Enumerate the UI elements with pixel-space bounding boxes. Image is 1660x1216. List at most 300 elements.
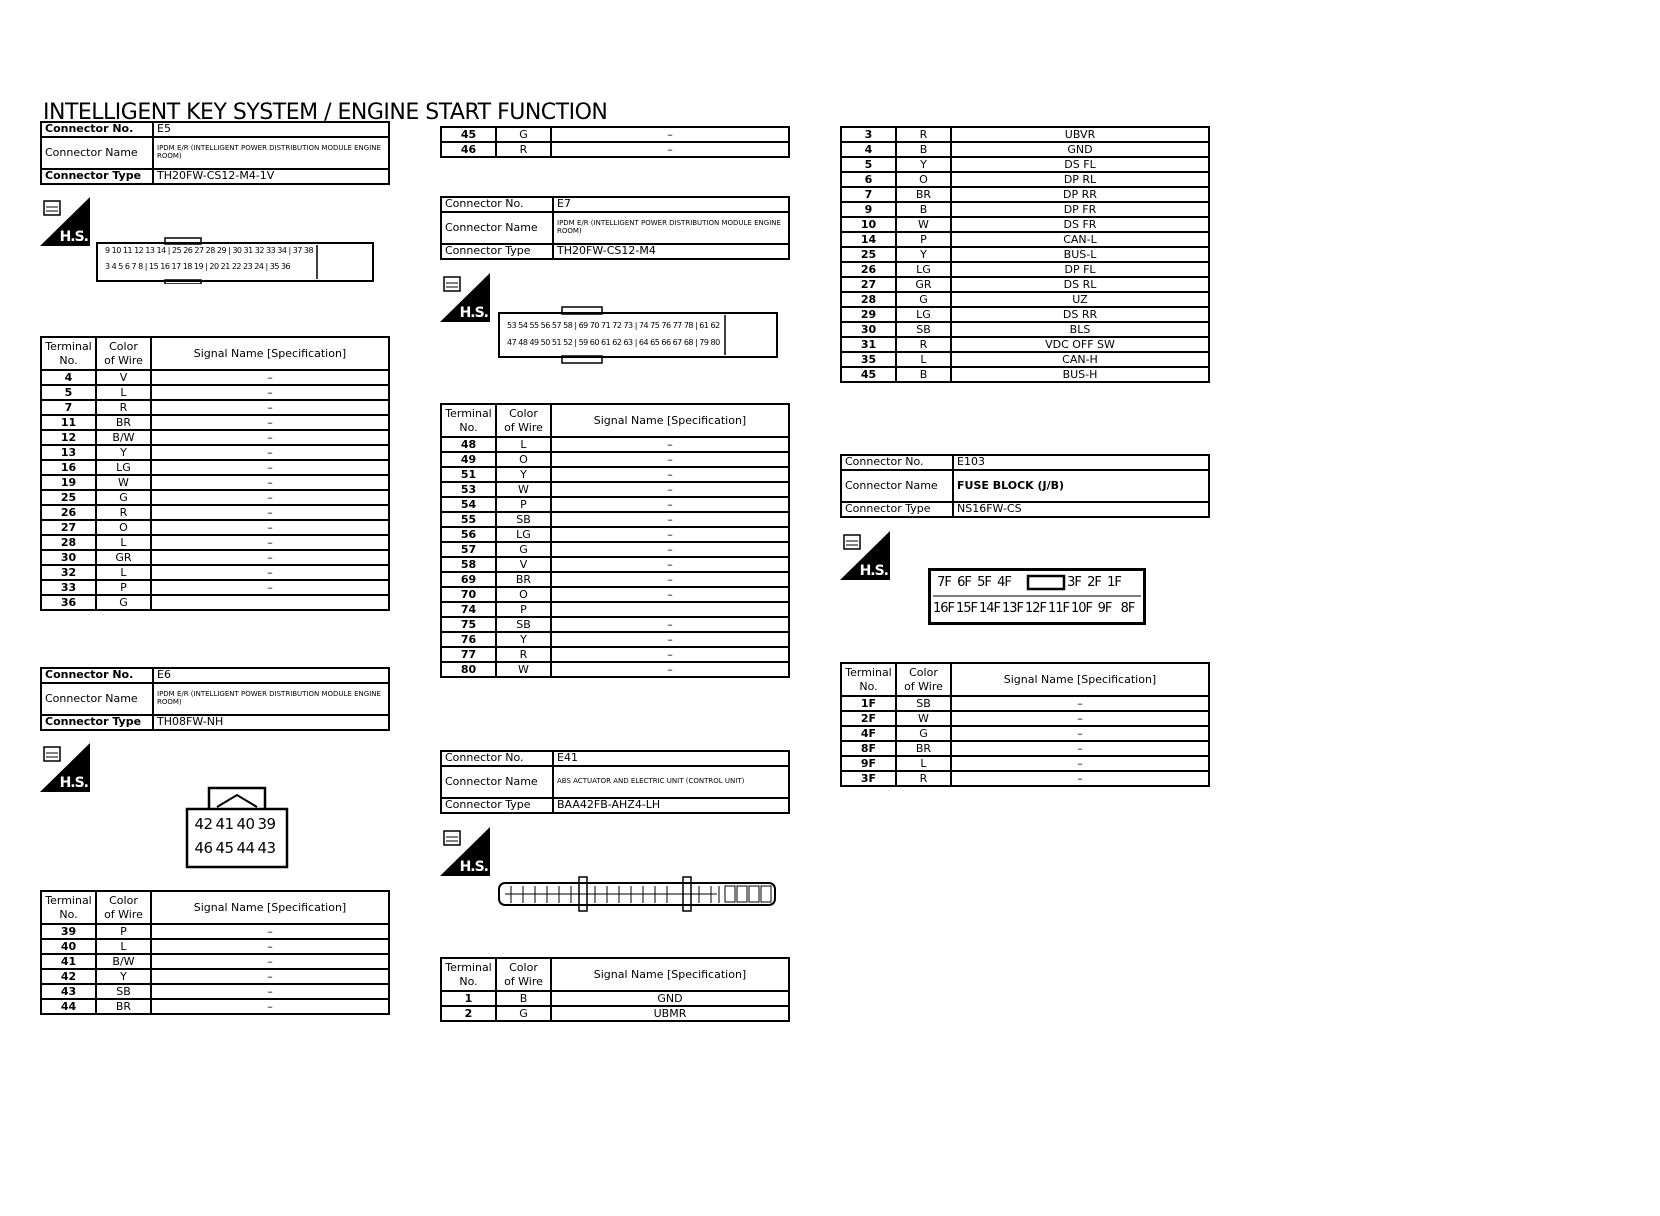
wire-color-cell: O [96, 520, 151, 535]
signal-name-cell: – [151, 924, 389, 939]
signal-name-cell: DS FL [951, 157, 1209, 172]
wire-color-cell: P [496, 602, 551, 617]
e6-connector-type: TH08FW-NH [153, 715, 389, 730]
terminal-no-cell: 26 [841, 262, 896, 277]
table-row [841, 127, 1209, 142]
harness-side-icon: H.S. [440, 827, 490, 876]
color-header: Color of Wire [496, 404, 551, 437]
table-row [441, 602, 789, 617]
signal-name-cell: – [551, 557, 789, 572]
signal-name-cell: – [151, 385, 389, 400]
table-row [441, 467, 789, 482]
signal-header: Signal Name [Specification] [951, 663, 1209, 696]
wire-color-cell: W [496, 482, 551, 497]
table-row [41, 984, 389, 999]
terminal-no-cell: 27 [841, 277, 896, 292]
table-row [41, 999, 389, 1014]
e5-connector-face [95, 237, 375, 284]
terminal-no-cell: 33 [41, 580, 96, 595]
wire-color-cell: W [896, 217, 951, 232]
table-row [841, 367, 1209, 382]
wire-color-cell: B [896, 367, 951, 382]
table-row [841, 262, 1209, 277]
table-row [441, 587, 789, 602]
table-row [841, 711, 1209, 726]
signal-name-cell: BUS-L [951, 247, 1209, 262]
signal-name-cell: – [551, 662, 789, 677]
table-row [441, 632, 789, 647]
e5-pin-row-bottom: 3 4 5 6 7 8 | 15 16 17 18 19 | 20 21 22 23 24 | 35 36 [105, 262, 291, 271]
terminal-no-cell: 5 [41, 385, 96, 400]
signal-name-cell: – [551, 127, 789, 142]
e7-info-table [440, 196, 790, 260]
signal-name-cell: DP FR [951, 202, 1209, 217]
terminal-no-cell: 51 [441, 467, 496, 482]
signal-name-cell: – [151, 999, 389, 1014]
table-row [841, 352, 1209, 367]
terminal-no-cell: 11 [41, 415, 96, 430]
terminal-no-cell: 31 [841, 337, 896, 352]
table-row [441, 527, 789, 542]
table-row [841, 172, 1209, 187]
e41-connector-no: E41 [553, 751, 789, 766]
color-header: Color of Wire [496, 958, 551, 991]
signal-name-cell: – [951, 756, 1209, 771]
wire-color-cell: W [96, 475, 151, 490]
wire-color-cell: O [496, 587, 551, 602]
signal-name-cell: – [951, 741, 1209, 756]
table-row [41, 550, 389, 565]
table-row [841, 322, 1209, 337]
terminal-no-cell: 45 [841, 367, 896, 382]
table-row [41, 954, 389, 969]
table-row [441, 127, 789, 142]
signal-name-cell: – [951, 711, 1209, 726]
table-row [841, 232, 1209, 247]
wire-color-cell: SB [96, 984, 151, 999]
signal-name-cell: CAN-L [951, 232, 1209, 247]
terminal-no-cell: 57 [441, 542, 496, 557]
wire-color-cell: P [496, 497, 551, 512]
signal-name-cell [551, 602, 789, 617]
wire-color-cell: BR [96, 415, 151, 430]
terminal-no-cell: 28 [41, 535, 96, 550]
signal-name-cell: DS FR [951, 217, 1209, 232]
wire-color-cell: G [496, 1006, 551, 1021]
terminal-no-cell: 39 [41, 924, 96, 939]
wire-color-cell: LG [896, 262, 951, 277]
wire-color-cell: G [496, 127, 551, 142]
table-row [41, 460, 389, 475]
wire-color-cell: O [496, 452, 551, 467]
signal-name-cell: UBMR [551, 1006, 789, 1021]
signal-name-cell: – [551, 512, 789, 527]
table-row [41, 595, 389, 610]
signal-name-cell: – [551, 542, 789, 557]
signal-name-cell: – [151, 505, 389, 520]
wire-color-cell: BR [896, 741, 951, 756]
signal-name-cell: GND [551, 991, 789, 1006]
terminal-no-cell: 54 [441, 497, 496, 512]
signal-name-cell: DS RR [951, 307, 1209, 322]
signal-name-cell: – [551, 482, 789, 497]
table-row [441, 662, 789, 677]
terminal-no-cell: 77 [441, 647, 496, 662]
signal-name-cell: – [151, 984, 389, 999]
table-row [41, 969, 389, 984]
e103-pin-row-top: 7F 6F 5F 4F 3F 2F 1F [937, 575, 1121, 590]
label-connector-type: Connector Type [41, 715, 153, 730]
terminal-no-cell: 16 [41, 460, 96, 475]
signal-name-cell: – [151, 430, 389, 445]
wire-color-cell: R [96, 505, 151, 520]
wire-color-cell: Y [896, 157, 951, 172]
table-row [841, 741, 1209, 756]
e6-connector-no: E6 [153, 668, 389, 683]
wire-color-cell: SB [496, 512, 551, 527]
terminal-no-cell: 44 [41, 999, 96, 1014]
e103-info-table [840, 454, 1210, 518]
wire-color-cell: B/W [96, 430, 151, 445]
terminal-no-cell: 42 [41, 969, 96, 984]
signal-header: Signal Name [Specification] [551, 404, 789, 437]
wire-color-cell: BR [96, 999, 151, 1014]
signal-name-cell: DS RL [951, 277, 1209, 292]
wire-color-cell: G [96, 595, 151, 610]
wire-color-cell: R [96, 400, 151, 415]
signal-name-cell: – [151, 535, 389, 550]
wire-color-cell: R [496, 647, 551, 662]
wire-color-cell: R [896, 337, 951, 352]
terminal-no-cell: 46 [441, 142, 496, 157]
harness-side-icon: H.S. [840, 531, 890, 580]
e103-connector-type: NS16FW-CS [953, 502, 1209, 517]
table-row [841, 292, 1209, 307]
signal-name-cell: – [551, 617, 789, 632]
table-row [441, 542, 789, 557]
table-row [41, 400, 389, 415]
e41-connector-name: ABS ACTUATOR AND ELECTRIC UNIT (CONTROL UNIT) [553, 766, 789, 798]
wire-color-cell: LG [496, 527, 551, 542]
table-row [41, 475, 389, 490]
e6-info-table [40, 667, 390, 731]
color-header: Color of Wire [896, 663, 951, 696]
table-row [41, 520, 389, 535]
terminal-no-cell: 7 [41, 400, 96, 415]
terminal-no-cell: 70 [441, 587, 496, 602]
signal-name-cell: UZ [951, 292, 1209, 307]
wire-color-cell: O [896, 172, 951, 187]
terminal-no-cell: 25 [41, 490, 96, 505]
e5-info-table [40, 121, 390, 185]
wire-color-cell: GR [896, 277, 951, 292]
terminal-no-cell: 8F [841, 741, 896, 756]
terminal-no-cell: 29 [841, 307, 896, 322]
table-row [441, 647, 789, 662]
wire-color-cell: B [896, 142, 951, 157]
terminal-no-cell: 26 [41, 505, 96, 520]
wire-color-cell: L [96, 385, 151, 400]
wire-color-cell: SB [896, 696, 951, 711]
e103-connector-face [928, 568, 1146, 625]
wire-color-cell: GR [96, 550, 151, 565]
signal-name-cell: – [551, 497, 789, 512]
signal-name-cell: VDC OFF SW [951, 337, 1209, 352]
wire-color-cell: BR [496, 572, 551, 587]
wire-color-cell: SB [496, 617, 551, 632]
wire-color-cell: B [496, 991, 551, 1006]
signal-name-cell: – [151, 490, 389, 505]
label-connector-name: Connector Name [441, 212, 553, 244]
wire-color-cell: Y [96, 445, 151, 460]
signal-name-cell: – [551, 467, 789, 482]
terminal-header: Terminal No. [41, 891, 96, 924]
terminal-no-cell: 4F [841, 726, 896, 741]
table-row [41, 924, 389, 939]
table-row [841, 142, 1209, 157]
table-row [841, 187, 1209, 202]
signal-name-cell: – [151, 580, 389, 595]
terminal-no-cell: 56 [441, 527, 496, 542]
wire-color-cell: P [896, 232, 951, 247]
table-row [441, 557, 789, 572]
terminal-no-cell: 45 [441, 127, 496, 142]
table-row [841, 157, 1209, 172]
e7-connector-face [497, 305, 779, 364]
table-row [41, 385, 389, 400]
terminal-no-cell: 80 [441, 662, 496, 677]
signal-name-cell: – [551, 572, 789, 587]
terminal-no-cell: 9F [841, 756, 896, 771]
signal-name-cell: – [151, 954, 389, 969]
e5-connector-name: IPDM E/R (INTELLIGENT POWER DISTRIBUTION MODULE ENGINE ROOM) [153, 137, 389, 169]
terminal-no-cell: 75 [441, 617, 496, 632]
table-row [41, 505, 389, 520]
e6-connector-face [185, 785, 289, 869]
signal-name-cell: BUS-H [951, 367, 1209, 382]
wire-color-cell: V [496, 557, 551, 572]
signal-header: Signal Name [Specification] [151, 891, 389, 924]
terminal-no-cell: 7 [841, 187, 896, 202]
e6-pin-row-bottom: 46 45 44 43 [194, 839, 276, 857]
signal-name-cell: – [151, 460, 389, 475]
signal-header: Signal Name [Specification] [551, 958, 789, 991]
wire-color-cell: B [896, 202, 951, 217]
table-row [41, 565, 389, 580]
label-connector-type: Connector Type [441, 244, 553, 259]
wire-color-cell: V [96, 370, 151, 385]
signal-name-cell: – [551, 587, 789, 602]
terminal-no-cell: 74 [441, 602, 496, 617]
table-row [841, 307, 1209, 322]
e5-terminal-table [40, 336, 390, 611]
signal-name-cell: – [551, 452, 789, 467]
signal-name-cell: – [151, 415, 389, 430]
e103-connector-no: E103 [953, 455, 1209, 470]
terminal-no-cell: 9 [841, 202, 896, 217]
signal-name-cell: DP RR [951, 187, 1209, 202]
signal-name-cell: – [551, 437, 789, 452]
table-row [441, 452, 789, 467]
terminal-no-cell: 43 [41, 984, 96, 999]
e41-info-table [440, 750, 790, 814]
signal-name-cell: – [151, 445, 389, 460]
terminal-no-cell: 28 [841, 292, 896, 307]
signal-name-cell: – [551, 647, 789, 662]
table-row [441, 512, 789, 527]
e5-continuation-table [440, 126, 790, 158]
e103-pin-row-bottom: 16F 15F 14F 13F 12F 11F 10F 9F 8F [932, 601, 1135, 616]
terminal-no-cell: 3 [841, 127, 896, 142]
signal-name-cell: – [151, 370, 389, 385]
wire-color-cell: R [496, 142, 551, 157]
signal-name-cell: UBVR [951, 127, 1209, 142]
table-row [441, 617, 789, 632]
wire-color-cell: Y [96, 969, 151, 984]
color-header: Color of Wire [96, 891, 151, 924]
wire-color-cell: L [96, 939, 151, 954]
wire-color-cell: L [896, 352, 951, 367]
terminal-no-cell: 6 [841, 172, 896, 187]
terminal-no-cell: 2 [441, 1006, 496, 1021]
table-row [441, 437, 789, 452]
terminal-no-cell: 41 [41, 954, 96, 969]
terminal-no-cell: 27 [41, 520, 96, 535]
signal-name-cell: – [551, 632, 789, 647]
terminal-no-cell: 14 [841, 232, 896, 247]
wire-color-cell: G [96, 490, 151, 505]
label-connector-name: Connector Name [841, 470, 953, 502]
terminal-no-cell: 35 [841, 352, 896, 367]
signal-name-cell [151, 595, 389, 610]
wire-color-cell: LG [96, 460, 151, 475]
wire-color-cell: G [896, 726, 951, 741]
label-connector-type: Connector Type [41, 169, 153, 184]
terminal-no-cell: 36 [41, 595, 96, 610]
wire-color-cell: G [896, 292, 951, 307]
e41-terminal-table [440, 957, 790, 1022]
terminal-no-cell: 5 [841, 157, 896, 172]
e6-terminal-table [40, 890, 390, 1015]
signal-name-cell: – [551, 527, 789, 542]
wire-color-cell: Y [496, 632, 551, 647]
table-row [841, 217, 1209, 232]
table-row [441, 991, 789, 1006]
e7-connector-name: IPDM E/R (INTELLIGENT POWER DISTRIBUTION MODULE ENGINE ROOM) [553, 212, 789, 244]
signal-name-cell: – [151, 400, 389, 415]
terminal-no-cell: 69 [441, 572, 496, 587]
wire-color-cell: Y [496, 467, 551, 482]
e5-connector-type: TH20FW-CS12-M4-1V [153, 169, 389, 184]
terminal-no-cell: 4 [41, 370, 96, 385]
table-row [841, 277, 1209, 292]
label-connector-no: Connector No. [841, 455, 953, 470]
terminal-no-cell: 1F [841, 696, 896, 711]
table-row [41, 580, 389, 595]
e41-connector-type: BAA42FB-AHZ4-LH [553, 798, 789, 813]
table-row [441, 482, 789, 497]
terminal-no-cell: 40 [41, 939, 96, 954]
table-row [441, 1006, 789, 1021]
e7-pin-row-top: 53 54 55 56 57 58 | 69 70 71 72 73 | 74 75 76 77 78 | 61 62 [507, 321, 720, 330]
e41-continuation-table [840, 126, 1210, 383]
terminal-no-cell: 48 [441, 437, 496, 452]
table-row [841, 771, 1209, 786]
terminal-no-cell: 2F [841, 711, 896, 726]
wire-color-cell: SB [896, 322, 951, 337]
wire-color-cell: W [896, 711, 951, 726]
harness-side-icon: H.S. [440, 273, 490, 322]
e6-pin-row-top: 42 41 40 39 [194, 815, 276, 833]
table-row [841, 726, 1209, 741]
page-title: INTELLIGENT KEY SYSTEM / ENGINE START FUNCTION [43, 100, 608, 125]
signal-name-cell: – [151, 969, 389, 984]
label-connector-name: Connector Name [441, 766, 553, 798]
wire-color-cell: L [496, 437, 551, 452]
table-row [41, 370, 389, 385]
label-connector-no: Connector No. [41, 122, 153, 137]
signal-name-cell: – [151, 565, 389, 580]
terminal-no-cell: 19 [41, 475, 96, 490]
terminal-header: Terminal No. [841, 663, 896, 696]
wire-color-cell: L [96, 535, 151, 550]
signal-name-cell: – [151, 939, 389, 954]
signal-name-cell: DP FL [951, 262, 1209, 277]
table-row [841, 247, 1209, 262]
signal-name-cell: CAN-H [951, 352, 1209, 367]
signal-name-cell: – [151, 520, 389, 535]
terminal-no-cell: 12 [41, 430, 96, 445]
signal-name-cell: DP RL [951, 172, 1209, 187]
wire-color-cell: W [496, 662, 551, 677]
terminal-no-cell: 30 [841, 322, 896, 337]
wire-color-cell: L [896, 756, 951, 771]
e5-connector-no: E5 [153, 122, 389, 137]
terminal-no-cell: 10 [841, 217, 896, 232]
e41-connector-face [497, 876, 777, 912]
signal-name-cell: – [551, 142, 789, 157]
signal-name-cell: – [951, 696, 1209, 711]
wire-color-cell: LG [896, 307, 951, 322]
terminal-no-cell: 53 [441, 482, 496, 497]
terminal-no-cell: 58 [441, 557, 496, 572]
table-row [41, 430, 389, 445]
terminal-header: Terminal No. [41, 337, 96, 370]
terminal-header: Terminal No. [441, 958, 496, 991]
wire-color-cell: L [96, 565, 151, 580]
table-row [441, 572, 789, 587]
terminal-no-cell: 49 [441, 452, 496, 467]
e7-pin-row-bottom: 47 48 49 50 51 52 | 59 60 61 62 63 | 64 65 66 67 68 | 79 80 [507, 338, 720, 347]
terminal-no-cell: 3F [841, 771, 896, 786]
wire-color-cell: P [96, 580, 151, 595]
terminal-no-cell: 25 [841, 247, 896, 262]
signal-name-cell: GND [951, 142, 1209, 157]
terminal-no-cell: 76 [441, 632, 496, 647]
signal-name-cell: BLS [951, 322, 1209, 337]
label-connector-no: Connector No. [441, 751, 553, 766]
e7-terminal-table [440, 403, 790, 678]
table-row [841, 337, 1209, 352]
signal-header: Signal Name [Specification] [151, 337, 389, 370]
e5-pin-row-top: 9 10 11 12 13 14 | 25 26 27 28 29 | 30 31 32 33 34 | 37 38 [105, 246, 314, 255]
terminal-header: Terminal No. [441, 404, 496, 437]
harness-side-icon: H.S. [40, 197, 90, 246]
terminal-no-cell: 13 [41, 445, 96, 460]
label-connector-name: Connector Name [41, 683, 153, 715]
wire-color-cell: G [496, 542, 551, 557]
label-connector-name: Connector Name [41, 137, 153, 169]
